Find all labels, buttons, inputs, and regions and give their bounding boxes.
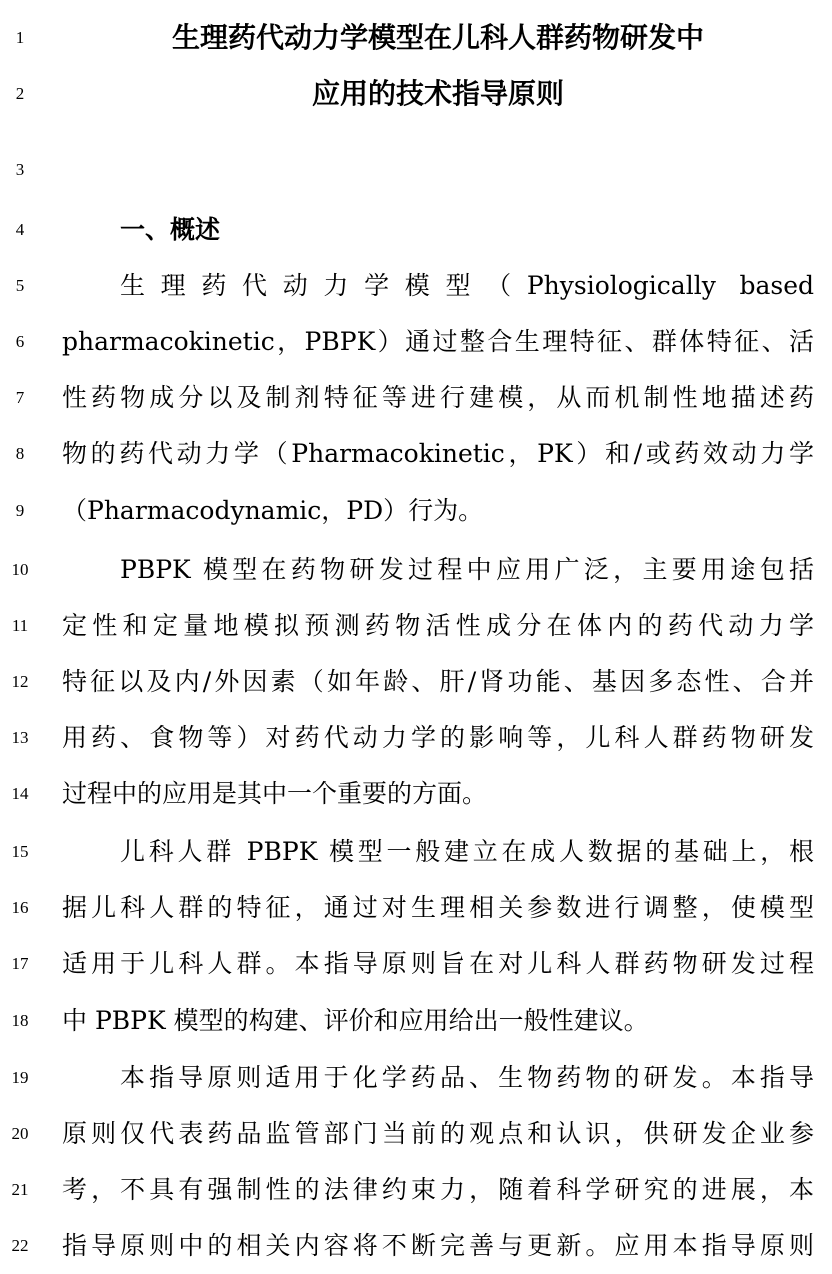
line-number: 8 [15, 444, 25, 463]
paragraph-line: （Pharmacodynamic，PD）行为。 [62, 496, 484, 525]
paragraph-line: 指导原则中的相关内容将不断完善与更新。应用本指导原则 [62, 1231, 814, 1260]
doc-line [0, 942, 832, 986]
doc-line [0, 1224, 832, 1268]
doc-line [0, 72, 832, 116]
doc-line [0, 432, 832, 476]
doc-line [0, 320, 832, 364]
paragraph-line: 性药物成分以及制剂特征等进行建模，从而机制性地描述药 [62, 383, 814, 412]
section-heading: 一、概述 [120, 215, 221, 244]
doc-line [0, 548, 832, 592]
line-number: 4 [15, 220, 25, 239]
line-number: 20 [11, 1124, 29, 1143]
doc-line [0, 1112, 832, 1156]
paragraph-line: 特征以及内/外因素（如年龄、肝/肾功能、基因多态性、合并 [62, 667, 814, 696]
paragraph-line: 考，不具有强制性的法律约束力，随着科学研究的进展，本 [62, 1175, 814, 1204]
paragraph-line: 据儿科人群的特征，通过对生理相关参数进行调整，使模型 [62, 893, 814, 922]
paragraph-line: 生理药代动力学模型（Physiologically based [120, 271, 814, 300]
line-number: 13 [11, 728, 29, 747]
paragraph-line: 儿科人群 PBPK 模型一般建立在成人数据的基础上，根 [120, 837, 814, 866]
doc-line [0, 16, 832, 60]
doc-line [0, 1168, 832, 1212]
doc-line [0, 830, 832, 874]
paragraph-line: PBPK 模型在药物研发过程中应用广泛，主要用途包括 [120, 555, 814, 584]
line-number: 6 [15, 332, 25, 351]
line-number: 19 [11, 1068, 29, 1087]
doc-line [0, 716, 832, 760]
doc-line [0, 148, 832, 192]
line-number: 11 [11, 616, 29, 635]
doc-line [0, 886, 832, 930]
doc-line [0, 376, 832, 420]
line-number: 17 [11, 954, 29, 973]
paragraph-line: 适用于儿科人群。本指导原则旨在对儿科人群药物研发过程 [62, 949, 814, 978]
paragraph-line: 过程中的应用是其中一个重要的方面。 [62, 779, 488, 808]
line-number: 2 [15, 84, 25, 103]
doc-line [0, 660, 832, 704]
paragraph-line: 用药、食物等）对药代动力学的影响等，儿科人群药物研发 [62, 723, 814, 752]
line-number: 15 [11, 842, 29, 861]
line-number: 21 [11, 1180, 29, 1199]
doc-line [0, 772, 832, 816]
line-number: 10 [11, 560, 29, 579]
paragraph-line: 本指导原则适用于化学药品、生物药物的研发。本指导 [120, 1063, 814, 1092]
paragraph-line: pharmacokinetic，PBPK）通过整合生理特征、群体特征、活 [62, 327, 814, 356]
paragraph-line: 物的药代动力学（Pharmacokinetic，PK）和/或药效动力学 [62, 439, 814, 468]
doc-line [0, 604, 832, 648]
paragraph-line: 定性和定量地模拟预测药物活性成分在体内的药代动力学 [62, 611, 814, 640]
paragraph-line: 原则仅代表药品监管部门当前的观点和认识，供研发企业参 [62, 1119, 814, 1148]
line-number: 9 [15, 501, 25, 520]
line-number: 12 [11, 672, 29, 691]
line-number: 22 [11, 1236, 29, 1255]
line-number: 5 [15, 276, 25, 295]
line-number: 14 [11, 784, 29, 803]
paragraph-line: 中 PBPK 模型的构建、评价和应用给出一般性建议。 [62, 1006, 649, 1035]
doc-line [0, 208, 832, 252]
doc-line [0, 264, 832, 308]
line-number: 16 [11, 898, 29, 917]
document-title-line-2: 应用的技术指导原则 [311, 77, 564, 110]
line-number: 7 [15, 388, 25, 407]
line-number: 18 [11, 1011, 29, 1030]
doc-line [0, 489, 832, 533]
document-title-line-1: 生理药代动力学模型在儿科人群药物研发中 [171, 21, 704, 54]
doc-line [0, 1056, 832, 1100]
line-number: 1 [15, 28, 25, 47]
doc-line [0, 999, 832, 1043]
line-number: 3 [15, 160, 25, 179]
